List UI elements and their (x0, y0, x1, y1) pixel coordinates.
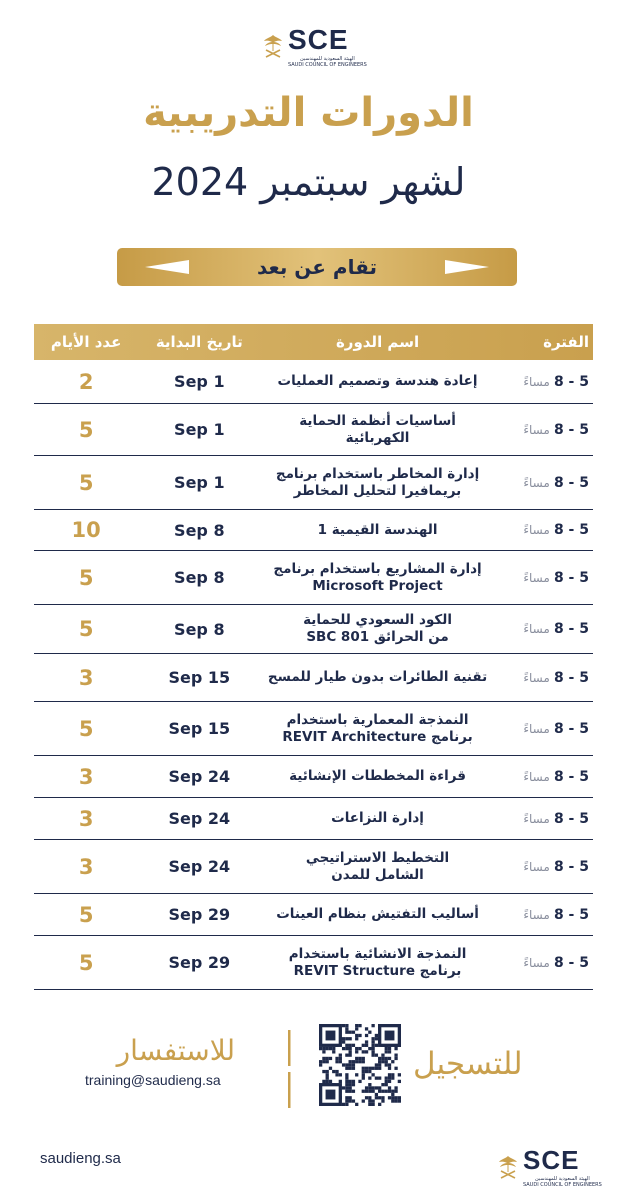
period-suffix: مساءً (523, 422, 550, 437)
course-cell (260, 522, 494, 539)
days-cell: 5 (78, 950, 94, 975)
start-date-cell: Sep 8 (174, 520, 225, 540)
logo-subtitle-en: SAUDI COUNCIL OF ENGINEERS (523, 1182, 602, 1188)
days-cell: 3 (78, 764, 94, 789)
sce-logo-top (262, 24, 367, 68)
header-period: الفترة (543, 333, 589, 351)
page-title: الدورات التدريبية (143, 90, 474, 136)
website-link[interactable]: saudieng.sa (40, 1150, 121, 1167)
course-name-line2: الكهربائية (345, 429, 410, 446)
course-name-line1: إدارة المشاريع باستخدام برنامج (273, 560, 482, 577)
sce-logo-bottom (497, 1145, 602, 1188)
start-date-cell: Sep 8 (174, 568, 225, 587)
palm-swords-icon (497, 1154, 519, 1180)
period-cell (495, 769, 593, 785)
courses-table (34, 324, 593, 990)
course-cell (260, 810, 494, 827)
course-name-line1: قراءة المخططات الإنشائية (289, 768, 466, 784)
course-cell (260, 466, 494, 500)
period-suffix: مساءً (523, 670, 550, 685)
start-date-cell: Sep 24 (168, 857, 231, 876)
period-time: 5 - 8 (553, 569, 589, 586)
course-cell (260, 946, 494, 980)
course-name-line1: الهندسة القيمية 1 (317, 521, 438, 538)
course-name-line1: إعادة هندسة وتصميم العمليات (277, 373, 478, 389)
table-row (34, 654, 593, 702)
table-row (34, 360, 593, 404)
course-name-line2: الشامل للمدن (331, 866, 424, 883)
logo-text: SCE (523, 1145, 580, 1175)
table-body (34, 360, 593, 990)
period-cell (495, 907, 593, 923)
table-row (34, 936, 593, 990)
days-cell: 2 (78, 369, 94, 394)
days-cell: 5 (78, 716, 94, 741)
period-time: 5 - 8 (553, 810, 589, 827)
palm-swords-icon (262, 33, 284, 59)
period-time: 5 - 8 (553, 669, 589, 686)
days-cell: 5 (78, 470, 94, 495)
course-cell (260, 712, 494, 746)
period-cell (495, 670, 593, 686)
course-cell (260, 906, 494, 923)
course-cell (260, 669, 494, 686)
start-date-cell: Sep 1 (174, 473, 225, 492)
remote-banner (117, 248, 517, 286)
course-cell (260, 612, 494, 646)
period-cell (495, 621, 593, 637)
course-cell (260, 413, 494, 447)
register-label: للتسجيل (413, 1046, 523, 1082)
table-row (34, 510, 593, 551)
start-date-cell: Sep 29 (168, 905, 231, 924)
period-suffix: مساءً (523, 811, 550, 826)
days-cell: 5 (78, 417, 94, 442)
table-row (34, 551, 593, 605)
course-name-line1: تقنية الطائرات بدون طيار للمسح (267, 669, 488, 685)
course-name-line1: إدارة المخاطر باستخدام برنامج (275, 465, 480, 482)
period-time: 5 - 8 (553, 858, 589, 875)
qr-code-icon[interactable] (319, 1024, 401, 1106)
page-subtitle: لشهر سبتمبر 2024 (151, 160, 466, 204)
period-time: 5 - 8 (553, 768, 589, 785)
start-date-cell: Sep 24 (168, 809, 231, 828)
period-time: 5 - 8 (553, 474, 589, 491)
period-cell (495, 955, 593, 971)
period-time: 5 - 8 (553, 720, 589, 737)
start-date-cell: Sep 24 (168, 767, 231, 786)
course-name-line1: النمذجة الانشائية باستخدام (288, 945, 467, 962)
period-suffix: مساءً (523, 622, 550, 636)
table-row (34, 798, 593, 840)
contact-email[interactable]: training@saudieng.sa (85, 1072, 221, 1088)
period-cell (495, 721, 593, 737)
course-name-line1: التخطيط الاستراتيجي (305, 849, 450, 866)
course-name-line1: أساسيات أنظمة الحماية (299, 412, 456, 429)
period-time: 5 - 8 (553, 906, 589, 923)
inquiry-label: للاستفسار (116, 1034, 235, 1067)
days-cell: 3 (78, 665, 94, 690)
table-row (34, 456, 593, 510)
logo-subtitle-ar: الهيئة السعودية للمهندسين (300, 56, 355, 62)
period-cell (495, 422, 593, 438)
period-cell (495, 570, 593, 586)
table-row (34, 605, 593, 654)
period-suffix: مساءً (523, 475, 550, 490)
table-row (34, 894, 593, 936)
table-row (34, 756, 593, 798)
course-name-line1: إدارة النزاعات (331, 810, 424, 826)
period-time: 5 - 8 (553, 522, 589, 538)
course-name-line1: النمذجة المعمارية باستخدام (286, 711, 469, 728)
days-cell: 10 (71, 518, 101, 542)
course-name-line2: من الحرائق SBC 801 (306, 629, 449, 645)
table-row (34, 404, 593, 456)
period-cell (495, 522, 593, 538)
period-cell (495, 811, 593, 827)
period-time: 5 - 8 (553, 621, 589, 637)
logo-subtitle-en: SAUDI COUNCIL OF ENGINEERS (288, 62, 367, 68)
banner-text: تقام عن بعد (256, 255, 377, 279)
period-cell (495, 374, 593, 390)
header-days: عدد الأيام (50, 333, 122, 351)
period-time: 5 - 8 (553, 421, 589, 438)
course-name-line1: أساليب التفتيش بنظام العينات (276, 906, 479, 922)
days-cell: 5 (78, 902, 94, 927)
period-suffix: مساءً (523, 721, 550, 736)
period-time: 5 - 8 (553, 373, 589, 390)
start-date-cell: Sep 8 (174, 619, 225, 639)
period-suffix: مساءً (523, 955, 550, 970)
period-cell (495, 859, 593, 875)
course-cell (260, 373, 494, 390)
course-name-line2: بريمافيرا لتحليل المخاطر (293, 482, 462, 499)
divider (288, 1030, 292, 1108)
period-suffix: مساءً (523, 769, 550, 784)
period-suffix: مساءً (523, 907, 550, 922)
table-row (34, 702, 593, 756)
start-date-cell: Sep 1 (174, 420, 225, 439)
days-cell: 3 (78, 806, 94, 831)
course-cell (260, 561, 494, 595)
table-header (34, 324, 593, 360)
header-course: اسم الدورة (335, 333, 420, 351)
course-name-line2: Microsoft Project (312, 577, 443, 594)
period-suffix: مساءً (523, 374, 550, 389)
course-name-line2: برنامج REVIT Structure (293, 962, 462, 979)
course-cell (260, 768, 494, 785)
days-cell: 5 (78, 617, 94, 641)
table-row (34, 840, 593, 894)
start-date-cell: Sep 1 (174, 372, 225, 391)
period-suffix: مساءً (523, 859, 550, 874)
logo-text: SCE (288, 24, 349, 55)
days-cell: 3 (78, 854, 94, 879)
course-name-line1: الكود السعودي للحماية (303, 612, 452, 628)
period-suffix: مساءً (523, 523, 550, 537)
start-date-cell: Sep 15 (168, 719, 231, 738)
period-suffix: مساءً (523, 570, 550, 585)
start-date-cell: Sep 15 (168, 668, 231, 687)
period-time: 5 - 8 (553, 954, 589, 971)
logo-subtitle-ar: الهيئة السعودية للمهندسين (535, 1176, 590, 1182)
header-start-date: تاريخ البداية (155, 333, 243, 351)
days-cell: 5 (78, 565, 94, 590)
course-cell (260, 850, 494, 884)
triangle-arrow-icon (445, 260, 489, 274)
triangle-arrow-icon (145, 260, 189, 274)
period-cell (495, 475, 593, 491)
start-date-cell: Sep 29 (168, 953, 231, 972)
course-name-line2: برنامج REVIT Architecture (282, 728, 473, 745)
